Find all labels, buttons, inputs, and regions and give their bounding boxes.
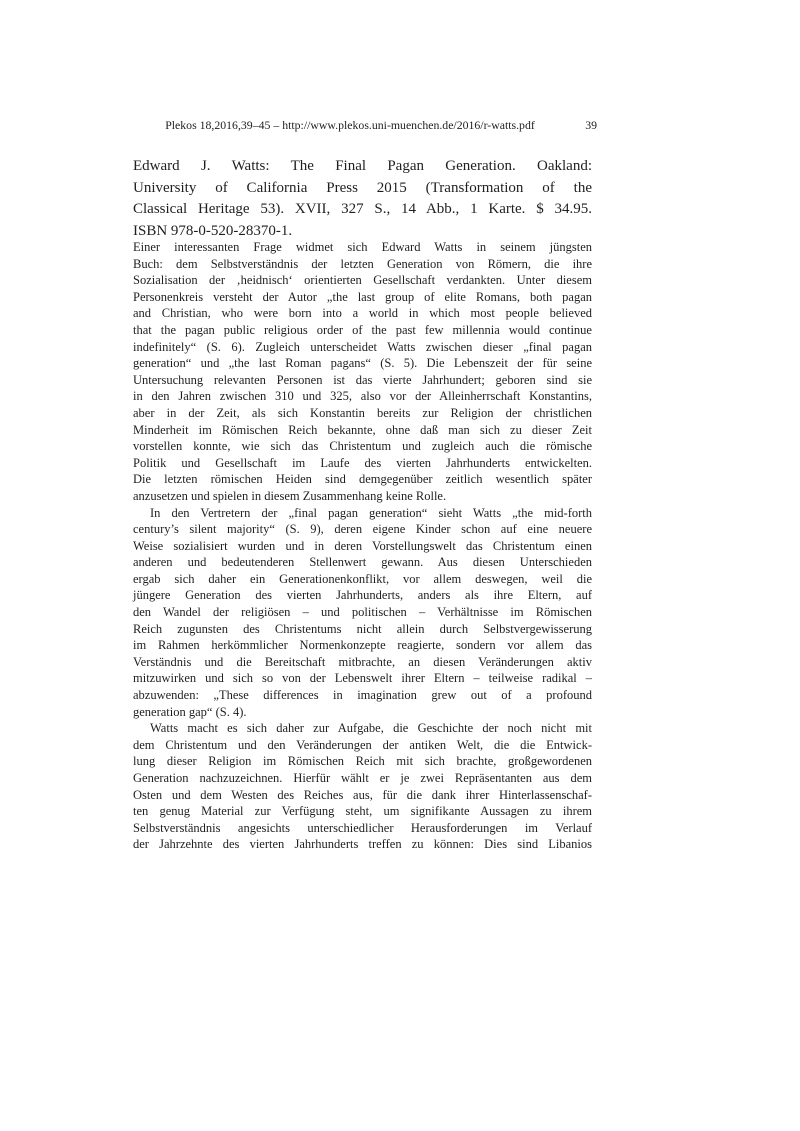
text-line: century’s silent majority“ (S. 9), deren eigene Kinder schon auf eine neuere xyxy=(133,522,592,537)
review-body xyxy=(133,239,592,853)
text-line: Verständnis und die Bereitschaft mitbrachte, an diesen Veränderungen aktiv xyxy=(133,654,592,669)
text-line: anderen und bedeutenderen Stellenwert gewann. Aus diesen Unterschieden xyxy=(133,555,592,570)
text-line: Reich zugunsten des Christentums nicht allein durch Selbstvergewisserung xyxy=(133,621,592,636)
text-line: and Christian, who were born into a world in which most people believed xyxy=(133,306,592,321)
text-line: Watts macht es sich daher zur Aufgabe, die Geschichte der noch nicht mit xyxy=(150,721,592,736)
text-line: Untersuchung relevanten Personen ist das vierte Jahrhundert; geboren sind sie xyxy=(133,372,592,387)
text-line: Selbstverständnis angesichts unterschiedlicher Herausforderungen im Verlauf xyxy=(133,820,592,835)
text-line: Minderheit im Römischen Reich bekannte, ohne daß man sich zu dieser Zeit xyxy=(133,422,592,437)
book-citation xyxy=(133,156,592,242)
text-line: den Wandel der religiösen – und politischen – Verhältnisse im Römischen xyxy=(133,605,592,620)
paragraph xyxy=(133,239,592,505)
text-line: Generation nachzuzeichnen. Hierfür wählt er je zwei Repräsentanten aus dem xyxy=(133,771,592,785)
text-line: Osten und dem Westen des Reiches aus, für die dank ihrer Hinterlassenschaf- xyxy=(133,787,592,802)
paragraph xyxy=(133,720,592,853)
text-line: ten genug Material zur Verfügung steht, um signifikante Aussagen zu ihrem xyxy=(133,804,592,819)
text-line: indefinitely“ (S. 6). Zugleich unterscheidet Watts zwischen dieser „final pagan xyxy=(133,339,592,354)
text-line: aber in der Zeit, als sich Konstantin bereits zur Religion der christlichen xyxy=(133,405,592,420)
title-line: Edward J. Watts: The Final Pagan Generation. Oakland: xyxy=(133,158,592,174)
text-line: Personenkreis versteht der Autor „the last group of elite Romans, both pagan xyxy=(133,289,592,304)
text-line: mitzuwirken und sich so von der Lebenswelt ihrer Eltern – teilweise radikal – xyxy=(133,671,592,686)
title-line: Classical Heritage 53). XVII, 327 S., 14 Abb., 1 Karte. $ 34.95. xyxy=(133,201,592,217)
text-line: Politik und Gesellschaft im Laufe des vierten Jahrhunderts entwickelten. xyxy=(133,455,592,470)
text-line: in den Jahren zwischen 310 und 325, also vor der Alleinherrschaft Konstantins, xyxy=(133,389,592,404)
running-title: Plekos 18,2016,39–45 – http://www.plekos.uni-muenchen.de/2016/r-watts.pdf xyxy=(165,118,535,132)
text-line: Sozialisation der ‚heidnisch‘ orientierten Gesellschaft verdankten. Unter diesem xyxy=(133,273,592,288)
text-line: abzuwenden: „These differences in imagination grew out of a profound xyxy=(133,688,592,703)
page-number: 39 xyxy=(585,118,597,132)
text-line: that the pagan public religious order of the past few millennia would continue xyxy=(133,322,592,337)
text-line: jüngere Generation des vierten Jahrhunderts, anders als ihre Eltern, auf xyxy=(133,588,592,603)
title-line: ISBN 978-0-520-28370-1. xyxy=(133,222,293,239)
text-line: dem Christentum und den Veränderungen der antiken Welt, die die Entwick- xyxy=(133,737,592,752)
text-line: In den Vertretern der „final pagan generation“ sieht Watts „the mid-forth xyxy=(150,505,592,520)
text-line: lung dieser Religion im Römischen Reich mit sich brachte, großgewordenen xyxy=(133,754,592,769)
text-line: generation“ und „the last Roman pagans“ (S. 5). Die Lebenszeit der für seine xyxy=(133,356,592,371)
text-line: im Rahmen herkömmlicher Normenkonzepte reagierte, sondern vor allem das xyxy=(133,638,592,653)
text-line: der Jahrzehnte des vierten Jahrhunderts treffen zu können: Dies sind Libanios xyxy=(133,837,592,852)
title-line: University of California Press 2015 (Transformation of the xyxy=(133,179,592,196)
text-line: ergab sich daher ein Generationenkonflikt, vor allem deswegen, weil die xyxy=(133,571,592,586)
text-line: Die letzten römischen Heiden sind demgegenüber zeitlich wesentlich später xyxy=(133,472,592,487)
text-line: generation gap“ (S. 4). xyxy=(133,704,247,719)
page-header xyxy=(133,118,597,132)
text-line: Weise sozialisiert wurden und in deren Vorstellungswelt das Christentum einen xyxy=(133,538,592,553)
text-line: Einer interessanten Frage widmet sich Edward Watts in seinem jüngsten xyxy=(133,240,592,254)
text-line: Buch: dem Selbstverständnis der letzten Generation von Römern, die ihre xyxy=(133,256,592,271)
text-line: vorstellen konnte, wie sich das Christentum und zugleich auch die römische xyxy=(133,439,592,454)
paragraph xyxy=(133,505,592,721)
text-line: anzusetzen und spielen in diesem Zusammenhang keine Rolle. xyxy=(133,488,447,503)
